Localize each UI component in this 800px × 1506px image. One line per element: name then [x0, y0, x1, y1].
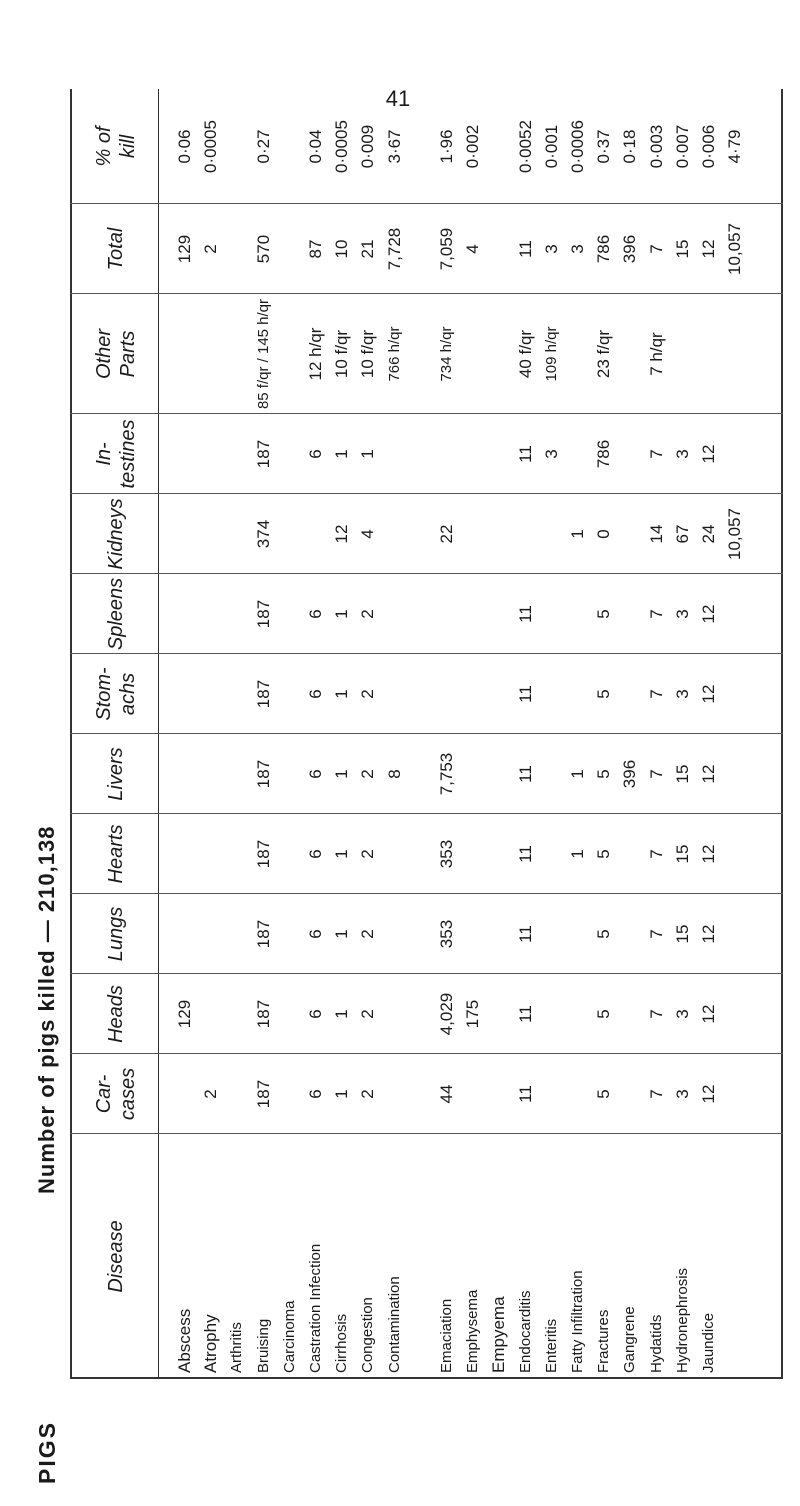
cell-total: 15	[672, 239, 692, 259]
cell-pct-kill: 0·006	[699, 124, 718, 169]
cell-livers: 187	[253, 759, 273, 789]
column-header-spleens: Spleens	[105, 577, 127, 651]
cell-total: 786	[594, 234, 614, 264]
cell-kidneys: 10,057	[725, 508, 745, 560]
cell-pct-kill: 1·96	[437, 129, 456, 164]
disease-name: Endocarditis	[516, 1290, 534, 1373]
cell-intestines: 1	[358, 449, 378, 459]
cell-heads: 175	[463, 999, 483, 1029]
cell-heads: 12	[699, 1004, 718, 1024]
cell-stomachs: 12	[699, 684, 718, 704]
column-header-other-parts: Other Parts	[93, 328, 139, 380]
cell-total: 4	[463, 244, 483, 254]
cell-other-parts: 12 h/qr	[306, 327, 325, 381]
cell-carcases: 187	[253, 1079, 273, 1109]
cell-livers: 7,753	[437, 752, 456, 796]
cell-total: 129	[175, 234, 194, 264]
cell-kidneys: 12	[332, 524, 352, 544]
cell-total: 11	[515, 240, 535, 258]
cell-intestines: 786	[594, 439, 614, 469]
cell-carcases: 3	[672, 1089, 692, 1099]
cell-livers: 7	[646, 769, 666, 779]
cell-lungs: 6	[306, 929, 325, 939]
cell-hearts: 5	[594, 849, 614, 859]
cell-intestines: 6	[306, 449, 325, 459]
column-header-lungs: Lungs	[105, 906, 127, 962]
cell-heads: 1	[332, 1009, 352, 1019]
cell-total: 2	[201, 244, 221, 254]
cell-other-parts: 7 h/qr	[646, 332, 666, 376]
cell-carcases: 12	[699, 1084, 718, 1104]
cell-total: 10	[332, 239, 352, 259]
cell-total: 396	[620, 234, 640, 264]
cell-livers: 12	[699, 764, 718, 784]
cell-stomachs: 7	[646, 689, 666, 699]
cell-stomachs: 6	[306, 689, 325, 699]
disease-name: Arthritis	[228, 1322, 246, 1373]
cell-kidneys: 22	[437, 524, 456, 544]
cell-stomachs: 1	[332, 689, 352, 699]
table-title: Number of pigs killed — 210,138	[34, 825, 59, 1194]
cell-spleens: 11	[515, 605, 535, 623]
column-header-kidneys: Kidneys	[105, 498, 127, 570]
cell-heads: 6	[306, 1009, 325, 1019]
column-divider	[70, 493, 783, 494]
cell-livers: 15	[672, 764, 692, 784]
cell-livers: 1	[332, 769, 352, 779]
cell-total: 3	[568, 244, 587, 254]
cell-carcases: 6	[306, 1089, 325, 1099]
cell-lungs: 5	[594, 929, 614, 939]
cell-other-parts: 734 h/qr	[438, 326, 455, 382]
cell-carcases: 5	[594, 1089, 614, 1099]
cell-pct-kill: 0·18	[620, 129, 640, 164]
cell-pct-kill: 3·67	[384, 129, 404, 164]
cell-livers: 1	[568, 769, 587, 779]
cell-intestines: 3	[541, 449, 561, 459]
cell-hearts: 11	[515, 845, 535, 863]
disease-name: Cirrhosis	[333, 1313, 351, 1373]
column-header-carcases: Car- cases	[93, 1067, 139, 1121]
cell-pct-kill: 0·04	[306, 129, 325, 164]
cell-spleens: 12	[699, 604, 718, 624]
cell-total: 7,059	[437, 227, 456, 271]
cell-carcases: 11	[515, 1085, 535, 1103]
cell-spleens: 3	[672, 609, 692, 619]
cell-livers: 8	[384, 769, 404, 779]
disease-name: Abscess	[175, 1308, 194, 1373]
cell-stomachs: 11	[515, 685, 535, 703]
cell-other-parts: 766 h/qr	[385, 326, 403, 382]
column-divider	[70, 653, 783, 654]
table-left-rule	[70, 1377, 783, 1379]
cell-intestines: 12	[699, 444, 718, 464]
cell-pct-kill: 0·002	[463, 124, 483, 169]
cell-total: 87	[306, 239, 325, 259]
disease-name: Emaciation	[438, 1298, 455, 1373]
column-header-disease: Disease	[105, 1220, 127, 1293]
cell-pct-kill: 0·0052	[515, 120, 535, 173]
cell-heads: 187	[253, 999, 273, 1029]
page-number: 41	[385, 86, 411, 111]
column-header-heads: Heads	[105, 985, 127, 1043]
cell-kidneys: 14	[646, 524, 666, 544]
cell-stomachs: 187	[253, 679, 273, 709]
disease-name: Empyema	[489, 1296, 509, 1373]
cell-heads: 3	[672, 1009, 692, 1019]
cell-pct-kill: 4·79	[725, 129, 745, 164]
cell-total: 10,057	[725, 223, 745, 275]
cell-hearts: 6	[306, 849, 325, 859]
cell-pct-kill: 0·0005	[201, 120, 221, 173]
cell-pct-kill: 0·003	[646, 124, 666, 169]
cell-stomachs: 3	[672, 689, 692, 699]
cell-heads: 5	[594, 1009, 614, 1019]
cell-pct-kill: 0·37	[594, 129, 614, 164]
cell-total: 570	[253, 234, 273, 264]
cell-other-parts: 23 f/qr	[594, 329, 614, 379]
cell-total: 21	[358, 239, 378, 259]
column-header-total: Total	[105, 227, 127, 271]
cell-heads: 2	[358, 1009, 378, 1019]
cell-kidneys: 0	[594, 529, 614, 539]
header-rule	[158, 89, 159, 1379]
table-top-rule	[70, 89, 72, 1379]
disease-name: Castration Infection	[307, 1243, 324, 1373]
disease-name: Fatty Infiltration	[569, 1270, 586, 1373]
cell-kidneys: 4	[358, 529, 378, 539]
column-header-intestines: In- testines	[93, 419, 139, 489]
cell-intestines: 187	[253, 439, 273, 469]
disease-name: Enteritis	[542, 1318, 560, 1373]
cell-lungs: 1	[332, 929, 352, 939]
cell-hearts: 1	[568, 849, 587, 859]
column-divider	[70, 813, 783, 814]
cell-carcases: 7	[646, 1089, 666, 1099]
column-divider	[70, 1133, 783, 1134]
cell-total: 7	[646, 244, 666, 254]
cell-other-parts: 10 f/qr	[358, 329, 378, 379]
disease-name: Fractures	[595, 1309, 613, 1373]
column-header-stomachs: Stom- achs	[93, 667, 139, 721]
disease-name: Gangrene	[621, 1306, 639, 1373]
column-divider	[70, 413, 783, 414]
cell-pct-kill: 0·007	[672, 124, 692, 169]
cell-intestines: 7	[646, 449, 666, 459]
cell-spleens: 6	[306, 609, 325, 619]
column-divider	[70, 573, 783, 574]
disease-name: Congestion	[359, 1297, 377, 1373]
disease-name: Emphysema	[464, 1289, 482, 1373]
cell-carcases: 44	[437, 1084, 456, 1104]
cell-carcases: 2	[201, 1089, 221, 1099]
cell-spleens: 5	[594, 609, 614, 619]
disease-name: Carcinoma	[280, 1300, 298, 1373]
cell-heads: 11	[515, 1005, 535, 1023]
disease-name: Contamination	[385, 1276, 403, 1373]
column-header-livers: Livers	[105, 747, 127, 801]
cell-intestines: 11	[515, 445, 535, 463]
disease-name: Hydatids	[647, 1314, 665, 1373]
disease-name: Hydronephrosis	[673, 1267, 691, 1373]
cell-pct-kill: 0·06	[175, 129, 194, 164]
cell-spleens: 1	[332, 609, 352, 619]
cell-spleens: 7	[646, 609, 666, 619]
cell-lungs: 11	[515, 925, 535, 943]
cell-heads: 129	[175, 999, 194, 1029]
section-label: PIGS	[34, 1421, 60, 1484]
column-divider	[70, 293, 783, 294]
cell-carcases: 2	[358, 1089, 378, 1099]
cell-total: 3	[541, 244, 561, 254]
cell-stomachs: 2	[358, 689, 378, 699]
cell-lungs: 353	[437, 919, 456, 949]
cell-hearts: 1	[332, 849, 352, 859]
cell-pct-kill: 0·0005	[332, 120, 352, 173]
column-divider	[70, 1053, 783, 1054]
cell-heads: 4,029	[437, 992, 456, 1036]
cell-total: 7,728	[384, 227, 404, 271]
column-divider	[70, 893, 783, 894]
disease-name: Atrophy	[201, 1314, 221, 1373]
table-bottom-rule	[781, 89, 783, 1379]
cell-hearts: 187	[253, 839, 273, 869]
cell-other-parts: 40 f/qr	[515, 329, 535, 379]
cell-kidneys: 24	[699, 524, 718, 544]
cell-hearts: 353	[437, 839, 456, 869]
cell-kidneys: 374	[253, 519, 273, 549]
cell-other-parts: 85 f/qr / 145 h/qr	[254, 298, 272, 410]
cell-intestines: 3	[672, 449, 692, 459]
cell-lungs: 187	[253, 919, 273, 949]
cell-lungs: 12	[699, 924, 718, 944]
cell-carcases: 1	[332, 1089, 352, 1099]
cell-kidneys: 67	[672, 524, 692, 544]
cell-other-parts: 10 f/qr	[332, 329, 352, 379]
cell-intestines: 1	[332, 449, 352, 459]
column-divider	[70, 973, 783, 974]
cell-hearts: 2	[358, 849, 378, 859]
cell-total: 12	[699, 239, 718, 259]
cell-spleens: 187	[253, 599, 273, 629]
cell-pct-kill: 0·0006	[568, 120, 587, 173]
cell-pct-kill: 0·001	[541, 124, 561, 169]
column-header-hearts: Hearts	[105, 824, 127, 884]
cell-hearts: 7	[646, 849, 666, 859]
cell-livers: 396	[620, 759, 640, 789]
cell-livers: 5	[594, 769, 614, 779]
cell-lungs: 2	[358, 929, 378, 939]
disease-name: Bruising	[254, 1318, 272, 1373]
column-header-pct-kill: % of kill	[93, 126, 139, 167]
cell-hearts: 12	[699, 844, 718, 864]
cell-pct-kill: 0·009	[358, 124, 378, 169]
cell-hearts: 15	[672, 844, 692, 864]
cell-lungs: 7	[646, 929, 666, 939]
disease-name: Jaundice	[700, 1312, 717, 1373]
cell-stomachs: 5	[594, 689, 614, 699]
cell-lungs: 15	[672, 924, 692, 944]
cell-pct-kill: 0·27	[253, 129, 273, 164]
cell-livers: 11	[515, 765, 535, 783]
cell-spleens: 2	[358, 609, 378, 619]
column-divider	[70, 733, 783, 734]
cell-heads: 7	[646, 1009, 666, 1019]
cell-livers: 6	[306, 769, 325, 779]
cell-kidneys: 1	[568, 529, 587, 539]
column-divider	[70, 203, 783, 204]
cell-other-parts: 109 h/qr	[542, 326, 560, 382]
cell-livers: 2	[358, 769, 378, 779]
